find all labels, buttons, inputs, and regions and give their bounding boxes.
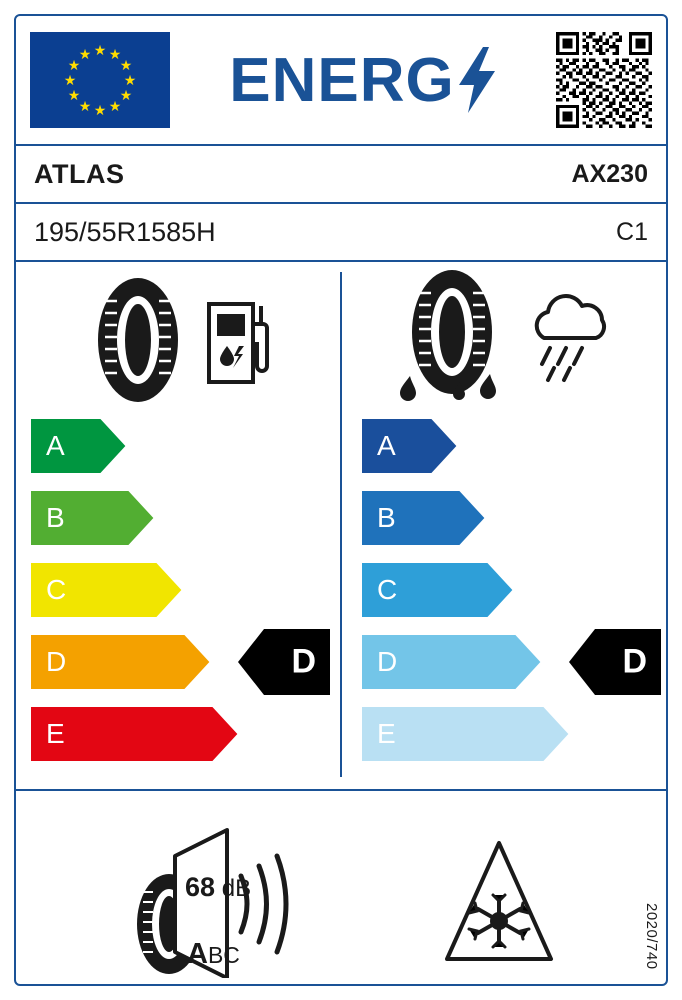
energy-wordmark	[170, 45, 556, 116]
grade-arrow	[30, 706, 238, 762]
grade-letter: D	[46, 646, 67, 677]
grade-letter: E	[46, 718, 65, 749]
tyre-icon	[394, 270, 514, 415]
grade-arrow	[30, 634, 210, 690]
qr-code	[556, 32, 652, 128]
marker-letter: D	[622, 642, 647, 681]
fuel-grade-scale	[16, 418, 341, 789]
eu-star-icon: ★	[78, 97, 92, 114]
grade-arrow	[361, 634, 541, 690]
noise-value: 68 dB	[185, 872, 252, 902]
grade-bar-e	[30, 706, 238, 762]
grade-bar-d	[361, 634, 541, 690]
fuel-rating-marker	[238, 629, 330, 695]
eu-star-icon: ★	[93, 102, 107, 118]
noise-group	[123, 828, 343, 978]
grade-arrow	[30, 490, 154, 546]
brand-name: ATLAS	[34, 158, 125, 189]
snow-group	[439, 833, 559, 973]
grade-bar-d	[30, 634, 210, 690]
grade-letter: B	[46, 502, 65, 533]
wet-grip-panel	[341, 262, 666, 789]
divider-main	[16, 789, 666, 791]
label-header	[16, 16, 666, 144]
grade-letter: B	[377, 502, 396, 533]
ratings-section	[16, 262, 666, 789]
brand-row	[16, 146, 666, 202]
wet-rating-marker	[569, 629, 661, 695]
energy-title: ENERG	[229, 45, 455, 115]
grade-arrow	[361, 418, 457, 474]
tyre-size: 195/55R1585H	[34, 216, 216, 247]
tyre-icon	[83, 275, 193, 410]
fuel-pump-icon	[203, 292, 275, 393]
grade-letter: C	[46, 574, 67, 605]
grade-bar-b	[30, 490, 154, 546]
tyre-size-row	[16, 204, 666, 260]
rain-cloud-icon	[524, 294, 614, 391]
eu-star-icon: ★	[119, 87, 133, 103]
label-date: 2020/740	[643, 903, 660, 970]
grade-arrow	[30, 562, 182, 618]
eu-star-icon: ★	[67, 87, 81, 103]
grade-letter: E	[377, 718, 396, 749]
grade-arrow	[361, 490, 485, 546]
grade-bar-a	[30, 418, 126, 474]
eu-flag-icon	[30, 32, 170, 128]
eu-star-icon: ★	[63, 72, 77, 88]
grade-bar-a	[361, 418, 457, 474]
grade-letter: A	[377, 430, 396, 461]
grade-letter: A	[46, 430, 65, 461]
eu-star-icon: ★	[108, 97, 122, 114]
grade-bar-c	[361, 562, 513, 618]
grade-arrow	[30, 418, 126, 474]
marker-letter: D	[291, 642, 316, 681]
fuel-pictograms	[16, 272, 341, 412]
wet-grade-scale	[341, 418, 666, 789]
grade-letter: D	[377, 646, 398, 677]
grade-bar-b	[361, 490, 485, 546]
grade-letter: C	[377, 574, 398, 605]
noise-class: ABC	[187, 938, 240, 970]
brand-model: AX230	[571, 159, 648, 188]
eu-star-icon: ★	[119, 57, 133, 73]
lightning-bolt-icon	[457, 47, 497, 113]
grade-arrow	[361, 706, 569, 762]
fuel-efficiency-panel	[16, 262, 341, 789]
eu-star-icon: ★	[123, 72, 137, 88]
eu-star-icon: ★	[93, 42, 107, 58]
eu-star-icon: ★	[67, 57, 81, 73]
three-peak-mountain-snowflake-icon	[439, 960, 559, 977]
eu-star-icon: ★	[108, 46, 122, 63]
noise-snow-section	[16, 793, 666, 984]
grade-bar-c	[30, 562, 182, 618]
grade-bar-e	[361, 706, 569, 762]
energy-label	[14, 14, 668, 986]
grade-arrow	[361, 562, 513, 618]
tyre-class: C1	[616, 217, 648, 246]
wet-pictograms	[341, 272, 666, 412]
eu-star-icon: ★	[78, 46, 92, 63]
